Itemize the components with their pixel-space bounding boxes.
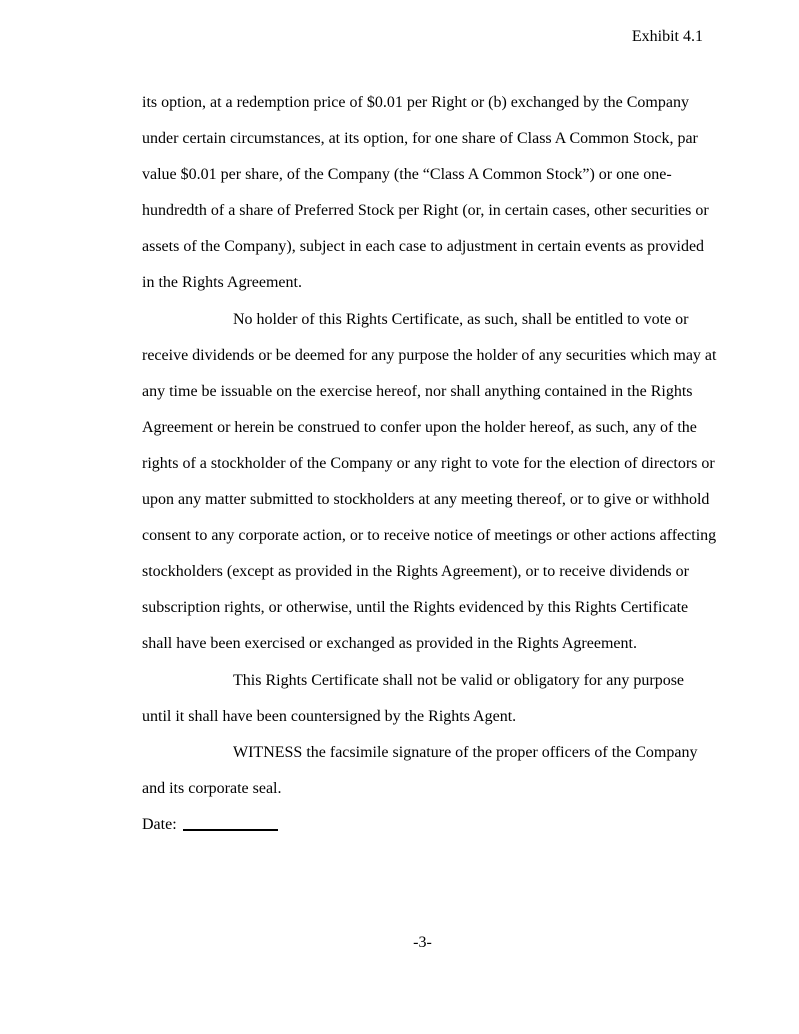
text-line: and its corporate seal. [142,779,282,797]
text-line: WITNESS the facsimile signature of the proper officers of the Company [233,743,698,761]
document-body [142,85,717,843]
date-blank-line [183,828,278,831]
text-line: hundredth of a share of Preferred Stock per Right (or, in certain cases, other securities or [142,202,709,220]
text-line: stockholders (except as provided in the Rights Agreement), or to receive dividends or [142,563,689,581]
text-line: assets of the Company), subject in each case to adjustment in certain events as provided [142,238,705,256]
page-number: -3- [413,934,432,951]
text-line: its option, at a redemption price of $0.01 per Right or (b) exchanged by the Company [142,94,689,111]
text-line: rights of a stockholder of the Company or any right to vote for the election of directors or [142,454,715,472]
text-line: receive dividends or be deemed for any purpose the holder of any securities which may at [142,346,717,364]
text-line: upon any matter submitted to stockholders at any meeting thereof, or to give or withhold [142,491,710,509]
date-label: Date: [142,815,177,833]
text-line: Agreement or herein be construed to confer upon the holder hereof, as such, any of the [142,418,697,436]
text-line: subscription rights, or otherwise, until the Rights evidenced by this Rights Certificate [142,599,689,617]
text-line: shall have been exercised or exchanged as provided in the Rights Agreement. [142,635,637,653]
text-line: consent to any corporate action, or to receive notice of meetings or other actions affecting [142,527,717,545]
text-line: until it shall have been countersigned by the Rights Agent. [142,707,517,725]
text-line: under certain circumstances, at its option, for one share of Class A Common Stock, par [142,130,698,148]
text-line: any time be issuable on the exercise hereof, nor shall anything contained in the Rights [142,382,693,400]
text-line: value $0.01 per share, of the Company (the “Class A Common Stock”) or one one- [142,166,672,184]
exhibit-label: Exhibit 4.1 [631,28,703,45]
date-line [142,807,703,843]
text-line: No holder of this Rights Certificate, as such, shall be entitled to vote or [233,310,689,328]
text-line: This Rights Certificate shall not be valid or obligatory for any purpose [233,671,685,689]
text-line: in the Rights Agreement. [142,274,302,292]
